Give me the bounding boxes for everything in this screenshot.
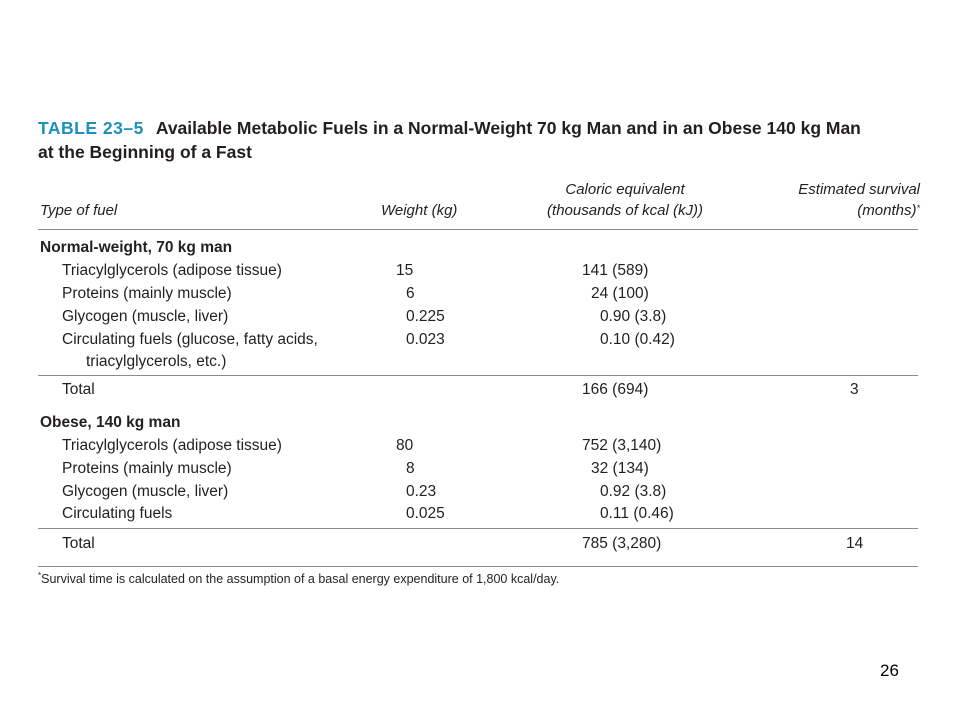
total-label: Total <box>62 381 95 398</box>
table-title <box>38 116 918 164</box>
fuel-cell: Triacylglycerols (adipose tissue) <box>62 437 282 454</box>
column-header-weight: Weight (kg) <box>381 202 458 219</box>
total-label: Total <box>62 535 95 552</box>
fuel-cell: Glycogen (muscle, liver) <box>62 308 229 325</box>
caloric-cell: 0.92 (3.8) <box>600 483 667 500</box>
table-footnote <box>38 571 559 586</box>
total-survival: 14 <box>846 535 864 552</box>
total-caloric: 785 (3,280) <box>582 535 662 552</box>
fuel-cell: Circulating fuels <box>62 505 173 522</box>
total-rule-obese <box>38 528 918 529</box>
survival-label: (months) <box>857 202 917 219</box>
fuel-cell: Circulating fuels (glucose, fatty acids, <box>62 331 318 348</box>
section-heading-obese: Obese, 140 kg man <box>40 414 181 431</box>
page-number: 26 <box>880 661 899 680</box>
caloric-cell: 32 (134) <box>591 460 649 477</box>
fuel-cell-continued: triacylglycerols, etc.) <box>86 353 227 370</box>
fuel-cell: Glycogen (muscle, liver) <box>62 483 229 500</box>
total-rule-normal <box>38 375 918 376</box>
caloric-cell: 0.11 (0.46) <box>600 505 674 522</box>
column-header-type: Type of fuel <box>40 202 118 219</box>
header-rule <box>38 229 918 230</box>
survival-footnote-mark: * <box>916 203 920 213</box>
weight-cell: 15 <box>396 262 414 279</box>
fuel-cell: Proteins (mainly muscle) <box>62 285 232 302</box>
table-title-line1: Available Metabolic Fuels in a Normal-Weight 70 kg Man and in an Obese 140 kg Man <box>155 118 861 138</box>
footnote-text: Survival time is calculated on the assumption of a basal energy expenditure of 1,800 kcal/day. <box>41 572 560 587</box>
weight-cell: 0.025 <box>406 505 445 522</box>
table-label: TABLE 23–5 <box>38 118 144 138</box>
fuel-cell: Triacylglycerols (adipose tissue) <box>62 262 282 279</box>
column-header-caloric-line2: (thousands of kcal (kJ)) <box>547 202 703 219</box>
weight-cell: 0.23 <box>406 483 437 500</box>
total-survival: 3 <box>850 381 859 398</box>
section-heading-normal: Normal-weight, 70 kg man <box>40 239 233 256</box>
weight-cell: 80 <box>396 437 414 454</box>
caloric-cell: 141 (589) <box>582 262 649 279</box>
caloric-cell: 0.10 (0.42) <box>600 331 675 348</box>
column-header-caloric-line1: Caloric equivalent <box>565 181 685 198</box>
weight-cell: 0.225 <box>406 308 445 325</box>
weight-cell: 6 <box>406 285 415 302</box>
column-header-survival-line2 <box>760 200 920 221</box>
caloric-cell: 752 (3,140) <box>582 437 662 454</box>
fuel-cell: Proteins (mainly muscle) <box>62 460 232 477</box>
caloric-cell: 0.90 (3.8) <box>600 308 667 325</box>
bottom-rule <box>38 566 918 567</box>
total-caloric: 166 (694) <box>582 381 649 398</box>
footnote-mark: * <box>38 571 42 580</box>
column-header-survival-line1: Estimated survival <box>798 181 920 198</box>
weight-cell: 0.023 <box>406 331 445 348</box>
caloric-cell: 24 (100) <box>591 285 649 302</box>
weight-cell: 8 <box>406 460 415 477</box>
table-title-line2: at the Beginning of a Fast <box>38 142 252 162</box>
